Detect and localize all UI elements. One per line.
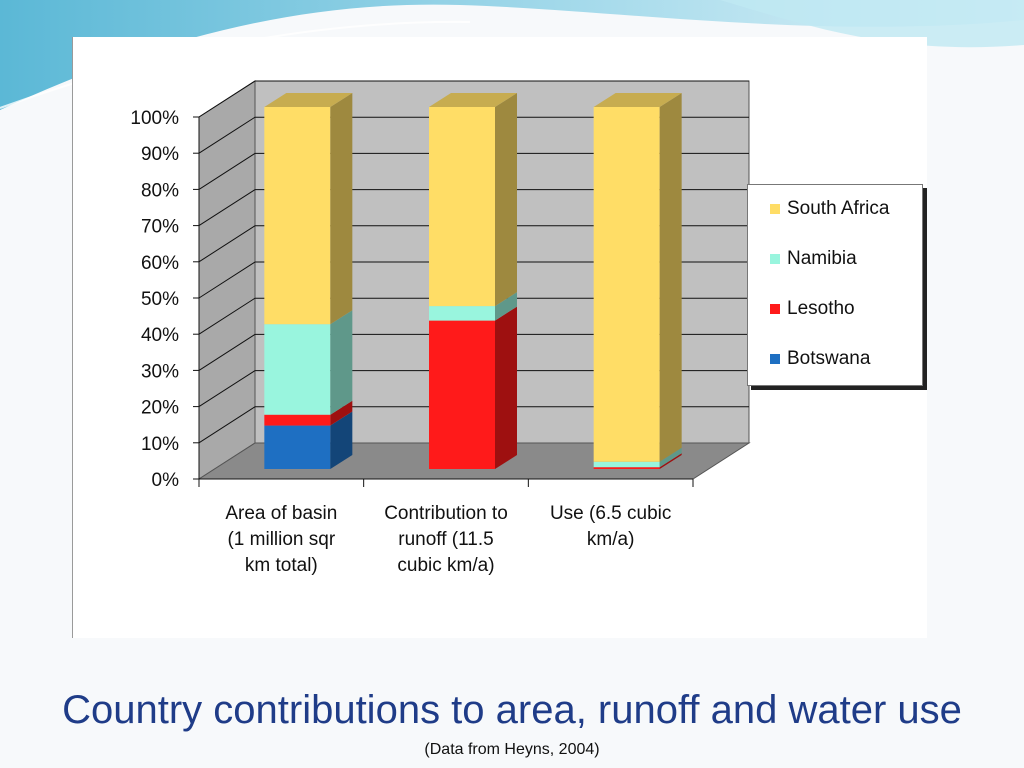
- y-tick-label: 90%: [140, 144, 179, 166]
- legend-label-botswana: Botswana: [787, 348, 871, 369]
- legend-item-namibia: [770, 247, 857, 271]
- bar-south-africa-side: [495, 93, 517, 306]
- bar-namibia-front: [264, 324, 330, 415]
- y-tick-label: 10%: [140, 433, 179, 455]
- bar-south-africa-front: [264, 107, 330, 324]
- x-category-label: cubic km/a): [397, 555, 495, 576]
- y-tick-label: 0%: [151, 470, 179, 491]
- chart-legend: [747, 184, 923, 386]
- bar-south-africa-front: [594, 107, 660, 462]
- bar-lesotho-front: [264, 415, 330, 426]
- bar-namibia-front: [429, 306, 495, 320]
- y-tick-label: 40%: [140, 325, 179, 347]
- slide-source-note: (Data from Heyns, 2004): [424, 741, 600, 758]
- legend-item-south-africa: [770, 197, 889, 221]
- y-tick-label: 50%: [140, 289, 179, 310]
- legend-label-namibia: Namibia: [787, 248, 857, 269]
- x-category-label: runoff (11.5: [398, 529, 494, 550]
- bar-namibia-side: [330, 310, 352, 415]
- legend-swatch-south-africa: [770, 204, 780, 214]
- legend-label-lesotho: Lesotho: [787, 298, 855, 319]
- bar-botswana-front: [264, 426, 330, 469]
- bar-south-africa-side: [330, 93, 352, 324]
- slide-title: Country contributions to area, runoff and water use: [62, 688, 962, 732]
- x-category-label: Use (6.5 cubic: [549, 503, 672, 524]
- legend-item-botswana: [770, 347, 870, 371]
- x-category-label: (1 million sqr: [227, 529, 336, 550]
- y-tick-label: 60%: [140, 252, 179, 274]
- bar-south-africa-side: [660, 93, 682, 462]
- y-tick-label: 80%: [140, 180, 179, 202]
- bar-south-africa-front: [429, 107, 495, 306]
- x-category-label: Contribution to: [384, 503, 508, 524]
- x-category-label: km total): [244, 555, 318, 576]
- y-tick-label: 30%: [140, 361, 179, 383]
- y-tick-label: 70%: [140, 216, 179, 238]
- bar-lesotho-front: [429, 321, 495, 469]
- legend-swatch-lesotho: [770, 304, 780, 314]
- x-category-label: km/a): [586, 529, 635, 550]
- bar-lesotho-front: [594, 467, 660, 469]
- legend-label-south-africa: South Africa: [787, 198, 890, 219]
- y-tick-label: 100%: [130, 108, 179, 129]
- x-category-label: Area of basin: [225, 503, 338, 524]
- y-tick-label: 20%: [140, 397, 179, 419]
- legend-swatch-botswana: [770, 354, 780, 364]
- legend-item-lesotho: [770, 297, 855, 321]
- chart-panel: [72, 37, 927, 638]
- bar-lesotho-side: [495, 307, 517, 469]
- bar-namibia-front: [594, 462, 660, 467]
- legend-swatch-namibia: [770, 254, 780, 264]
